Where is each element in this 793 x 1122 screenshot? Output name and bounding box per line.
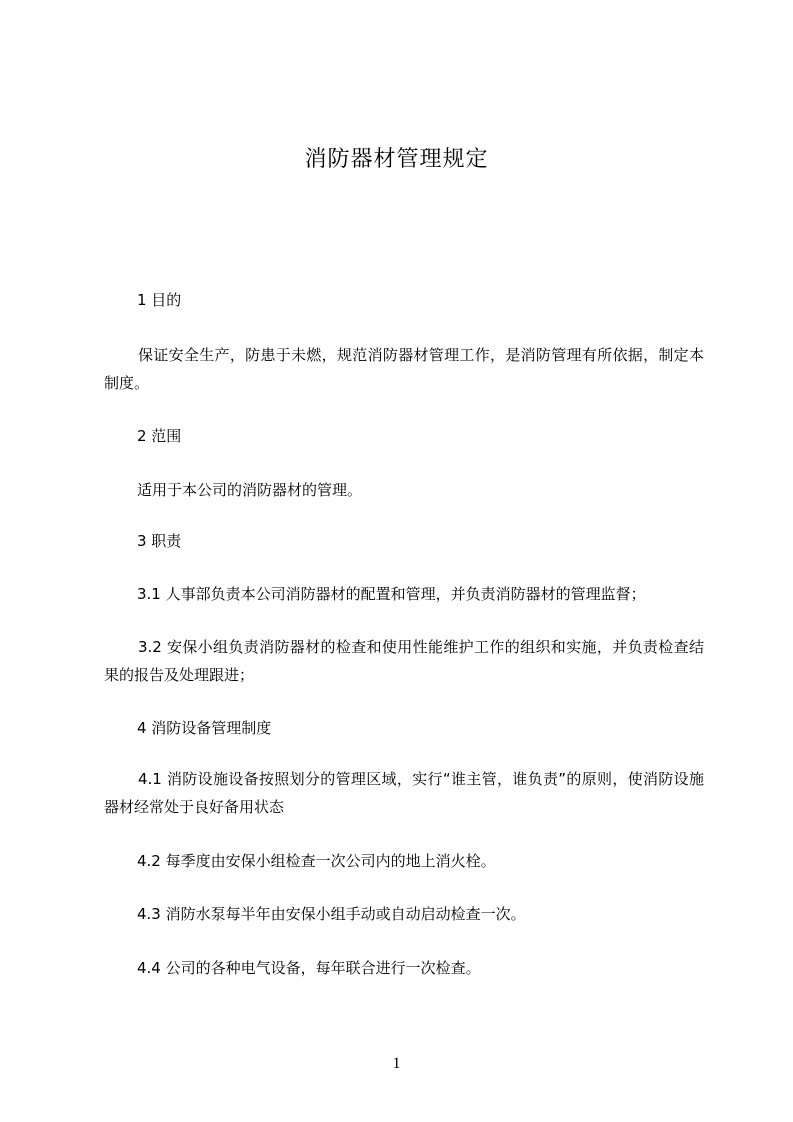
section-3-2: 3.2 安保小组负责消防器材的检查和使用性能维护工作的组织和实施，并负责检查结果的报告及处理跟进； <box>104 638 704 684</box>
section-1-heading: 1 目的 <box>137 291 182 309</box>
section-4-heading: 4 消防设备管理制度 <box>137 719 272 737</box>
section-4-4: 4.4 公司的各种电气设备，每年联合进行一次检查。 <box>137 959 481 977</box>
document-title: 消防器材管理规定 <box>304 147 489 172</box>
section-2-body: 适用于本公司的消防器材的管理。 <box>137 481 363 499</box>
section-1-body: 保证安全生产，防患于未燃，规范消防器材管理工作，是消防管理有所依据，制定本制度。 <box>104 346 704 392</box>
section-4-2: 4.2 每季度由安保小组检查一次公司内的地上消火栓。 <box>137 852 496 870</box>
section-2-heading: 2 范围 <box>137 427 182 445</box>
section-3-heading: 3 职责 <box>137 532 182 550</box>
page-number: 1 <box>392 1055 401 1072</box>
section-4-3: 4.3 消防水泵每半年由安保小组手动或自动启动检查一次。 <box>137 905 526 923</box>
section-3-1: 3.1 人事部负责本公司消防器材的配置和管理，并负责消防器材的管理监督； <box>137 585 646 603</box>
section-4-1: 4.1 消防设施设备按照划分的管理区域，实行“谁主管，谁负责”的原则，使消防设施器材经常处于良好备用状态 <box>104 770 704 816</box>
